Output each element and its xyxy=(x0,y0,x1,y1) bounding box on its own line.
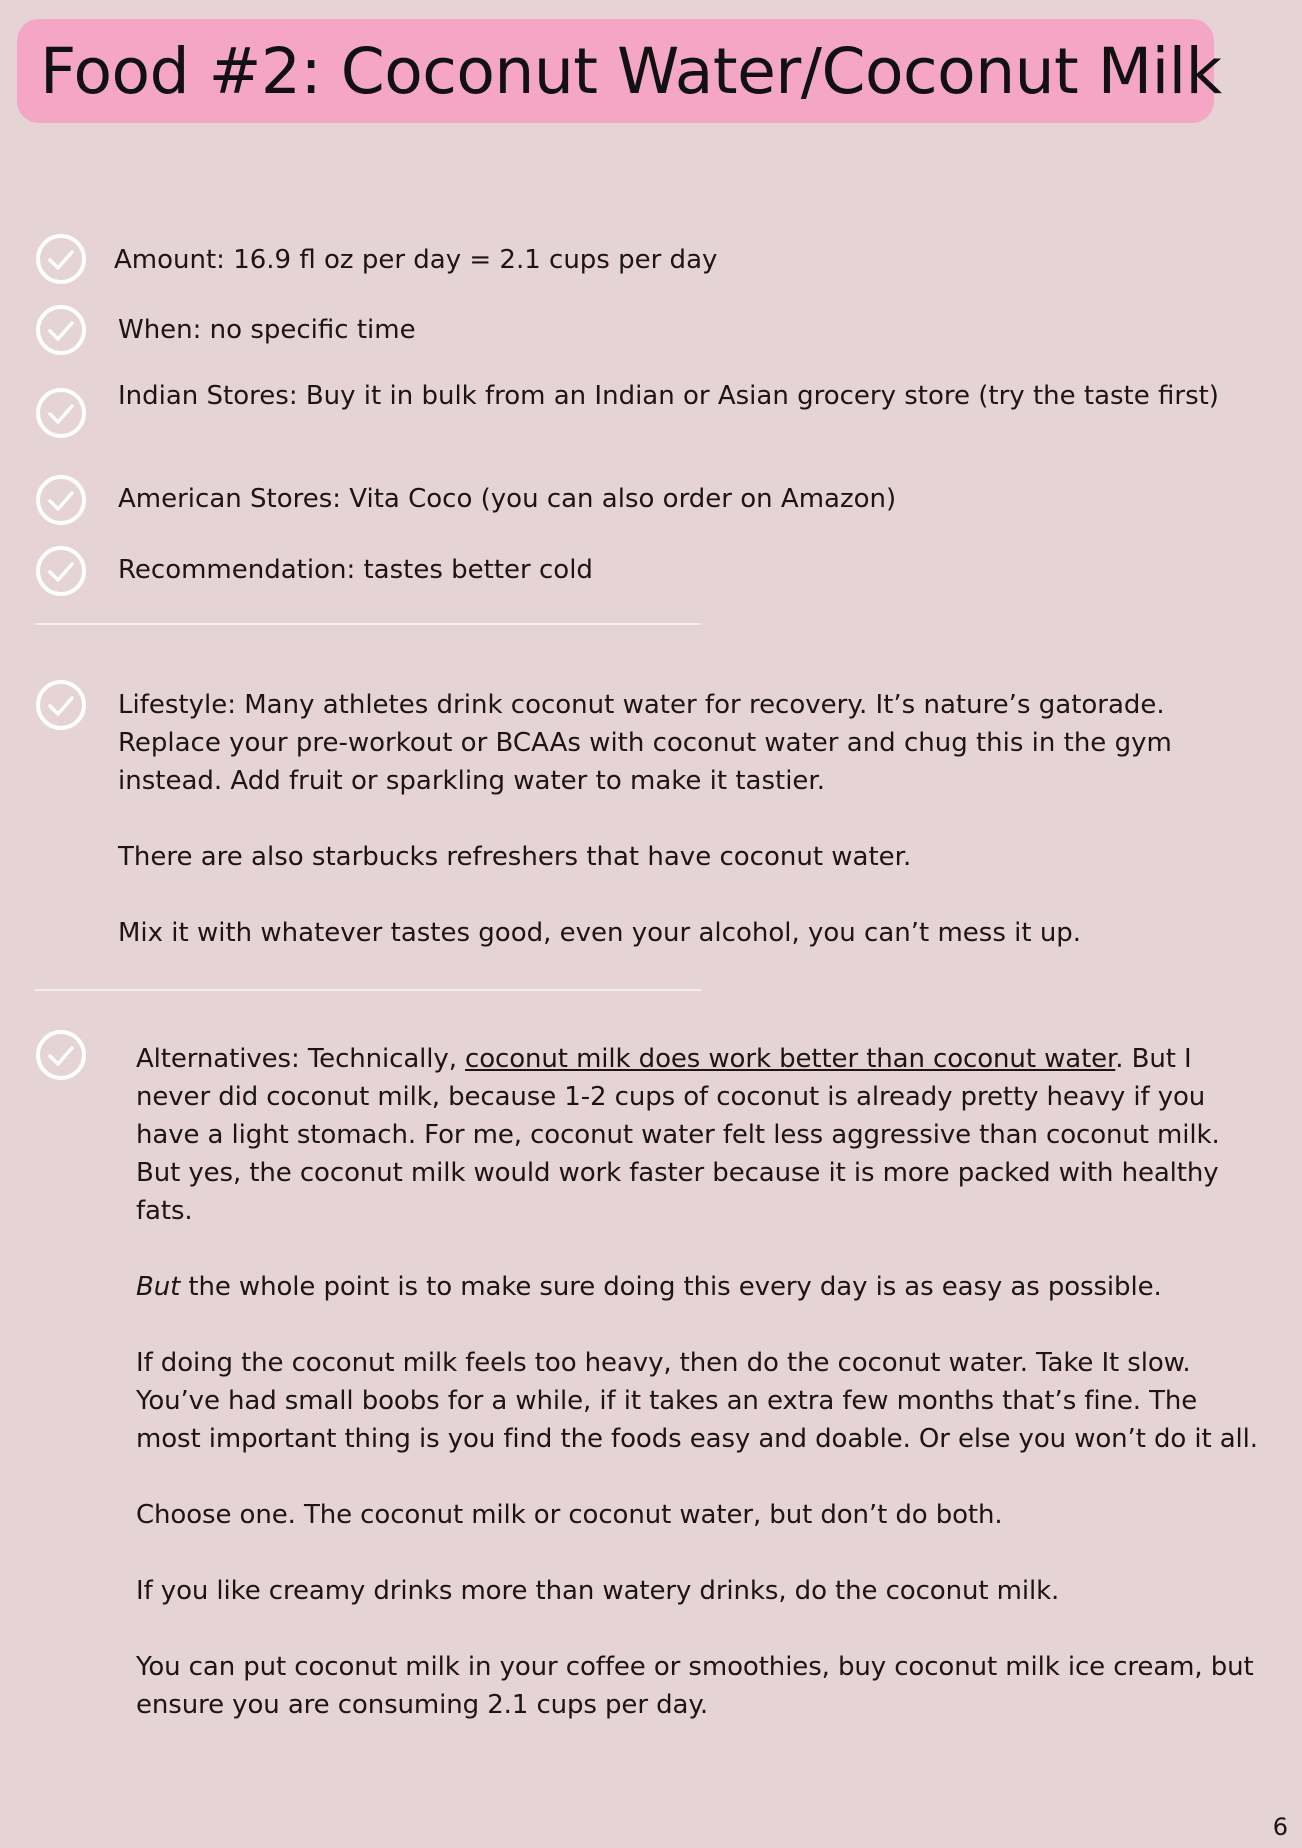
alternatives-paragraph xyxy=(136,1268,1262,1306)
check-circle-icon xyxy=(35,233,87,285)
page-title: Food #2: Coconut Water/Coconut Milk xyxy=(40,35,1222,108)
alternatives-paragraph: If doing the coconut milk feels too heavy, then do the coconut water. Take It slow. You’ve had small boobs for a while, if it takes an extra few months that’s fine. The most important thing is you find the foods easy and doable. Or else you won’t do it all. xyxy=(136,1348,1258,1454)
divider xyxy=(35,623,701,625)
lifestyle-paragraph: There are also starbucks refreshers that have coconut water. xyxy=(118,842,912,872)
lifestyle-paragraph: Mix it with whatever tastes good, even your alcohol, you can’t mess it up. xyxy=(118,918,1082,948)
check-circle-icon xyxy=(35,679,87,731)
check-circle-icon xyxy=(35,474,87,526)
checklist-amount: Amount: 16.9 fl oz per day = 2.1 cups per day xyxy=(114,245,718,275)
alternatives-text: . But I never did coconut milk, because 1-2 cups of coconut is already pretty heavy if you have a light stomach. For me, coconut water felt less aggressive than coconut milk. But yes, the coconut milk would work faster because it is more packed with healthy fats. xyxy=(136,1044,1220,1226)
divider xyxy=(35,989,701,991)
check-circle-icon xyxy=(35,304,87,356)
checklist-recommendation: Recommendation: tastes better cold xyxy=(118,555,593,585)
alternatives-paragraph: Choose one. The coconut milk or coconut water, but don’t do both. xyxy=(136,1500,1003,1530)
alternatives-paragraph xyxy=(136,1040,1262,1230)
lifestyle-section xyxy=(118,686,1228,952)
lifestyle-paragraph: Lifestyle: Many athletes drink coconut water for recovery. It’s nature’s gatorade. Replace your pre-workout or BCAAs with coconut water and chug this in the gym instead. Add fruit or sparkling water to make it tastier. xyxy=(118,690,1172,796)
checklist-american-stores: American Stores: Vita Coco (you can also order on Amazon) xyxy=(118,484,897,514)
alternatives-text: the whole point is to make sure doing this every day is as easy as possible. xyxy=(180,1272,1162,1302)
alternatives-section xyxy=(136,1040,1262,1762)
alternatives-label: Alternatives: Technically, xyxy=(136,1044,466,1074)
checklist-when: When: no specific time xyxy=(118,315,416,345)
underlined-emphasis: coconut milk does work better than coconut water xyxy=(465,1044,1116,1074)
alternatives-paragraph: You can put coconut milk in your coffee or smoothies, buy coconut milk ice cream, but ensure you are consuming 2.1 cups per day. xyxy=(136,1652,1254,1720)
check-circle-icon xyxy=(35,387,87,439)
checklist-indian-stores: Indian Stores: Buy it in bulk from an Indian or Asian grocery store (try the taste first) xyxy=(118,381,1219,411)
check-circle-icon xyxy=(35,1029,87,1081)
check-circle-icon xyxy=(35,545,87,597)
italic-emphasis: But xyxy=(136,1272,181,1302)
alternatives-paragraph: If you like creamy drinks more than watery drinks, do the coconut milk. xyxy=(136,1576,1060,1606)
page-number: 6 xyxy=(1272,1813,1288,1841)
